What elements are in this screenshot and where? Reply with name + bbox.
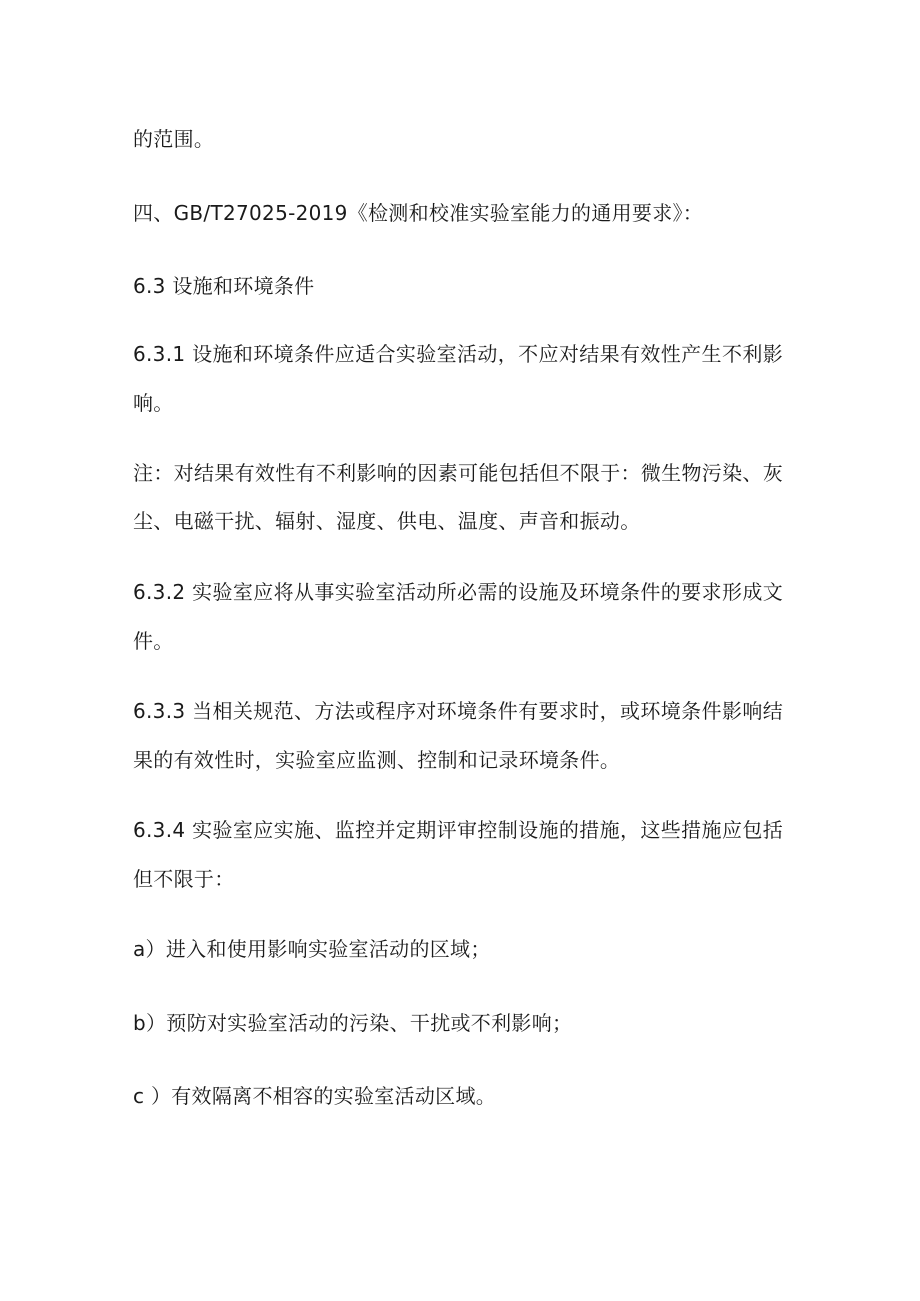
list-item-c: c ）有效隔离不相容的实验室活动区域。: [133, 1084, 497, 1108]
section-heading: 四、GB/T27025-2019《检测和校准实验室能力的通用要求》：: [133, 201, 704, 225]
note-line-2: 尘、电磁干扰、辐射、湿度、供电、温度、声音和振动。: [133, 509, 641, 533]
list-item-a: a）进入和使用影响实验室活动的区域；: [133, 937, 491, 961]
continuation-text: 的范围。: [133, 127, 215, 151]
clause-6-3-3-line-2: 果的有效性时，实验室应监测、控制和记录环境条件。: [133, 748, 621, 772]
list-item-b: b）预防对实验室活动的污染、干扰或不利影响；: [133, 1011, 573, 1035]
clause-6-3-1-line-1: 6.3.1 设施和环境条件应适合实验室活动，不应对结果有效性产生不利影: [133, 342, 783, 366]
clause-6-3-2-line-1: 6.3.2 实验室应将从事实验室活动所必需的设施及环境条件的要求形成文: [133, 580, 783, 604]
clause-6-3-2-line-2: 件。: [133, 629, 174, 653]
note-line-1: 注：对结果有效性有不利影响的因素可能包括但不限于：微生物污染、灰: [133, 461, 783, 485]
clause-6-3-1-line-2: 响。: [133, 391, 174, 415]
clause-6-3-3-line-1: 6.3.3 当相关规范、方法或程序对环境条件有要求时，或环境条件影响结: [133, 699, 783, 723]
clause-6-3-4-line-2: 但不限于：: [133, 867, 235, 891]
subsection-title: 6.3 设施和环境条件: [133, 274, 315, 298]
clause-6-3-4-line-1: 6.3.4 实验室应实施、监控并定期评审控制设施的措施，这些措施应包括: [133, 818, 783, 842]
